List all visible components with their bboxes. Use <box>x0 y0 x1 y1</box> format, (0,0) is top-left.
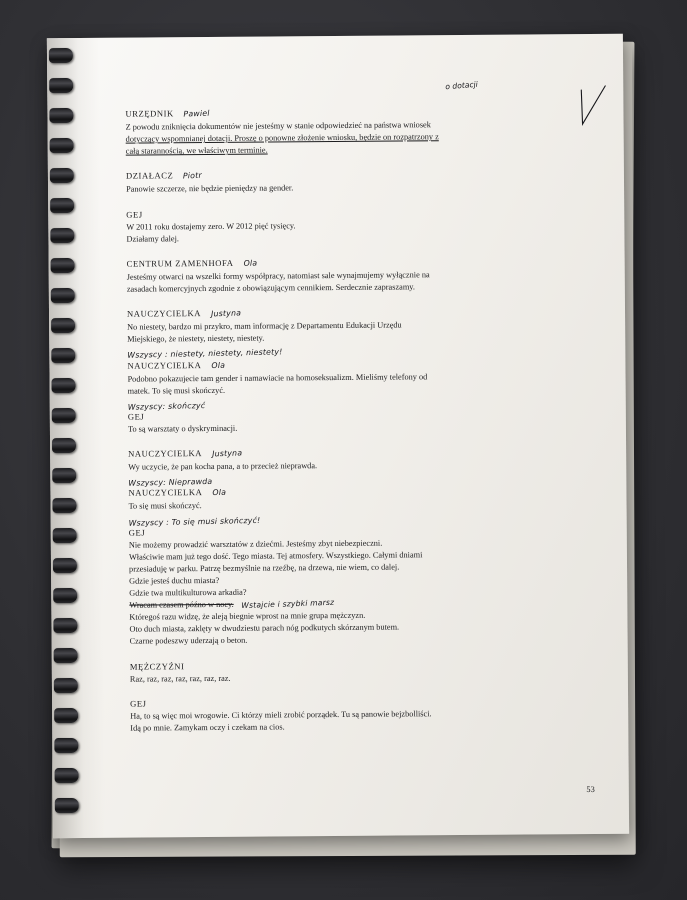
handwritten-actor-name: Ola <box>211 360 226 370</box>
spiral-coil <box>50 138 74 153</box>
spiral-coil <box>53 558 77 573</box>
spiral-coil <box>51 288 75 303</box>
spiral-coil <box>52 468 76 483</box>
spiral-coil <box>52 408 76 423</box>
spiral-coil <box>52 498 76 513</box>
dialogue-paragraph: Któregoś razu widzę, że aleją biegnie wprost na mnie grupa mężczyzn. Oto duch miasta, zaklęty w dwudziestu parach nóg podkutych skórzanym butem. Czarne podeszwy uderzają o beton. <box>129 611 400 647</box>
speaker-label: NAUCZYCIELKA Justyna <box>128 448 243 459</box>
dialogue-paragraph: Jesteśmy otwarci na wszelki formy współpracy, natomiast sale wynajmujemy wyłącznie na zasadach komercyjnych zgodnie z obowiązującym cennikiem. Serdecznie zapraszamy. <box>126 270 430 294</box>
spiral-coil <box>49 48 73 63</box>
handwritten-actor-name: Ola <box>243 258 258 268</box>
spiral-coil <box>51 318 75 333</box>
handwritten-actor-name: Ola <box>212 488 227 498</box>
speaker-label: URZĘDNIK Pawiel <box>125 108 211 119</box>
script-text-body <box>125 104 568 734</box>
handwritten-replacement-note: Wstajcie i szybki marsz <box>241 597 335 611</box>
spiral-coil <box>54 648 78 663</box>
dialogue-paragraph: To się musi skończyć. <box>128 501 202 512</box>
speaker-label: NAUCZYCIELKA Ola <box>128 487 227 498</box>
spiral-coil <box>55 798 79 813</box>
spiral-coil <box>49 78 73 93</box>
struck-out-line: Wracam czasem późno w nocy. Wstajcie i szybki marsz <box>129 596 567 612</box>
handwritten-actor-name: Piotr <box>183 171 203 181</box>
speaker-label: DZIAŁACZ Piotr <box>125 170 203 182</box>
dialogue-paragraph: No niestety, bardzo mi przykro, mam informację z Departamentu Edukacji Urzędu Miejskiego, że niestety, niestety, niestety. <box>127 320 402 344</box>
handwritten-actor-name: Justyna <box>210 308 242 319</box>
spiral-coil <box>54 738 78 753</box>
spiral-coil <box>51 258 75 273</box>
dialogue-paragraph: Nie możemy prowadzić warsztatów z dziećmi. Jesteśmy zbyt niebezpieczni. Właściwie mam już tego dość. Tego miasta. Tej atmosfery. Wszystkiego. Całymi dniami przesiaduję w parku. Patrzę bezmyślnie na rzeźbę, na drzewa, nie wiem, co dalej. Gdzie jesteś duchu miasta? Gdzie twa multikulturowa arkadia? <box>128 538 423 598</box>
spiral-coil <box>49 108 73 123</box>
handwritten-actor-name: Justyna <box>211 448 243 459</box>
page-number: 53 <box>586 784 595 795</box>
handwritten-chorus-note: Wszyscy: skończyć <box>127 400 206 412</box>
spiral-coil <box>51 348 75 363</box>
spiral-coil <box>52 438 76 453</box>
dialogue-line: całą starannością, we właściwym terminie. <box>125 145 268 156</box>
dialogue-paragraph <box>126 118 564 158</box>
dialogue-paragraph: Wy uczycie, że pan kocha pana, a to przecież nieprawda. <box>128 461 318 472</box>
dialogue-paragraph: To są warsztaty o dyskryminacji. <box>127 423 238 434</box>
spiral-coil <box>53 588 77 603</box>
handwritten-chorus-note: Wszyscy : To się musi skończyć! <box>128 515 261 528</box>
spiral-coil <box>54 678 78 693</box>
dialogue-line: Z powodu zniknięcia dokumentów nie jesteśmy w stanie odpowiedzieć na państwa wniosek <box>125 120 431 132</box>
handwritten-margin-note: o dotacji <box>444 79 479 92</box>
handwritten-chorus-note: Wszyscy: Nieprawda <box>128 477 213 488</box>
handwritten-chorus-note: Wszyscy : niestety, niestety, niestety! <box>127 347 283 361</box>
spiral-coil <box>54 708 78 723</box>
dialogue-paragraph: Panowie szczerze, nie będzie pieniędzy na gender. <box>126 183 294 195</box>
dialogue-paragraph: Podobno pokazujecie tam gender i namawiacie na homoseksualizm. Mieliśmy telefony od matek. To się musi skończyć. <box>127 371 428 396</box>
spiral-coil <box>55 768 79 783</box>
handwritten-checkmark-icon <box>579 84 609 130</box>
dialogue-paragraph: Raz, raz, raz, raz, raz, raz, raz. <box>129 673 231 684</box>
speaker-label: CENTRUM ZAMENHOFA Ola <box>126 257 258 269</box>
handwritten-actor-name: Pawiel <box>183 108 211 119</box>
speaker-label: MĘŻCZYŹNI <box>129 660 185 672</box>
speaker-label: GEJ <box>126 209 143 220</box>
spiral-coil <box>53 618 77 633</box>
dialogue-paragraph: W 2011 roku dostajemy zero. W 2012 pięć tysięcy. Działamy dalej. <box>126 220 296 244</box>
dialogue-line: dotyczący wspomnianej dotacji. Proszę o ponowne złożenie wniosku, będzie on rozpatrzony z <box>125 132 439 144</box>
spiral-coil <box>50 198 74 213</box>
spiral-coil <box>53 528 77 543</box>
speaker-label: NAUCZYCIELKA Justyna <box>126 308 242 319</box>
speaker-label: GEJ <box>130 698 147 709</box>
notebook-page <box>47 34 629 838</box>
speaker-label: NAUCZYCIELKA Ola <box>127 359 226 371</box>
spiral-coil <box>51 378 75 393</box>
dialogue-paragraph: Ha, to są więc moi wrogowie. Ci którzy mieli zrobić porządek. Tu są panowie bejzbolliści. Idą po mnie. Zamykam oczy i czekam na cios. <box>130 709 432 733</box>
speaker-label: GEJ <box>127 411 145 422</box>
spiral-coil <box>50 168 74 183</box>
spiral-coil <box>50 228 74 243</box>
speaker-label: GEJ <box>128 527 146 538</box>
